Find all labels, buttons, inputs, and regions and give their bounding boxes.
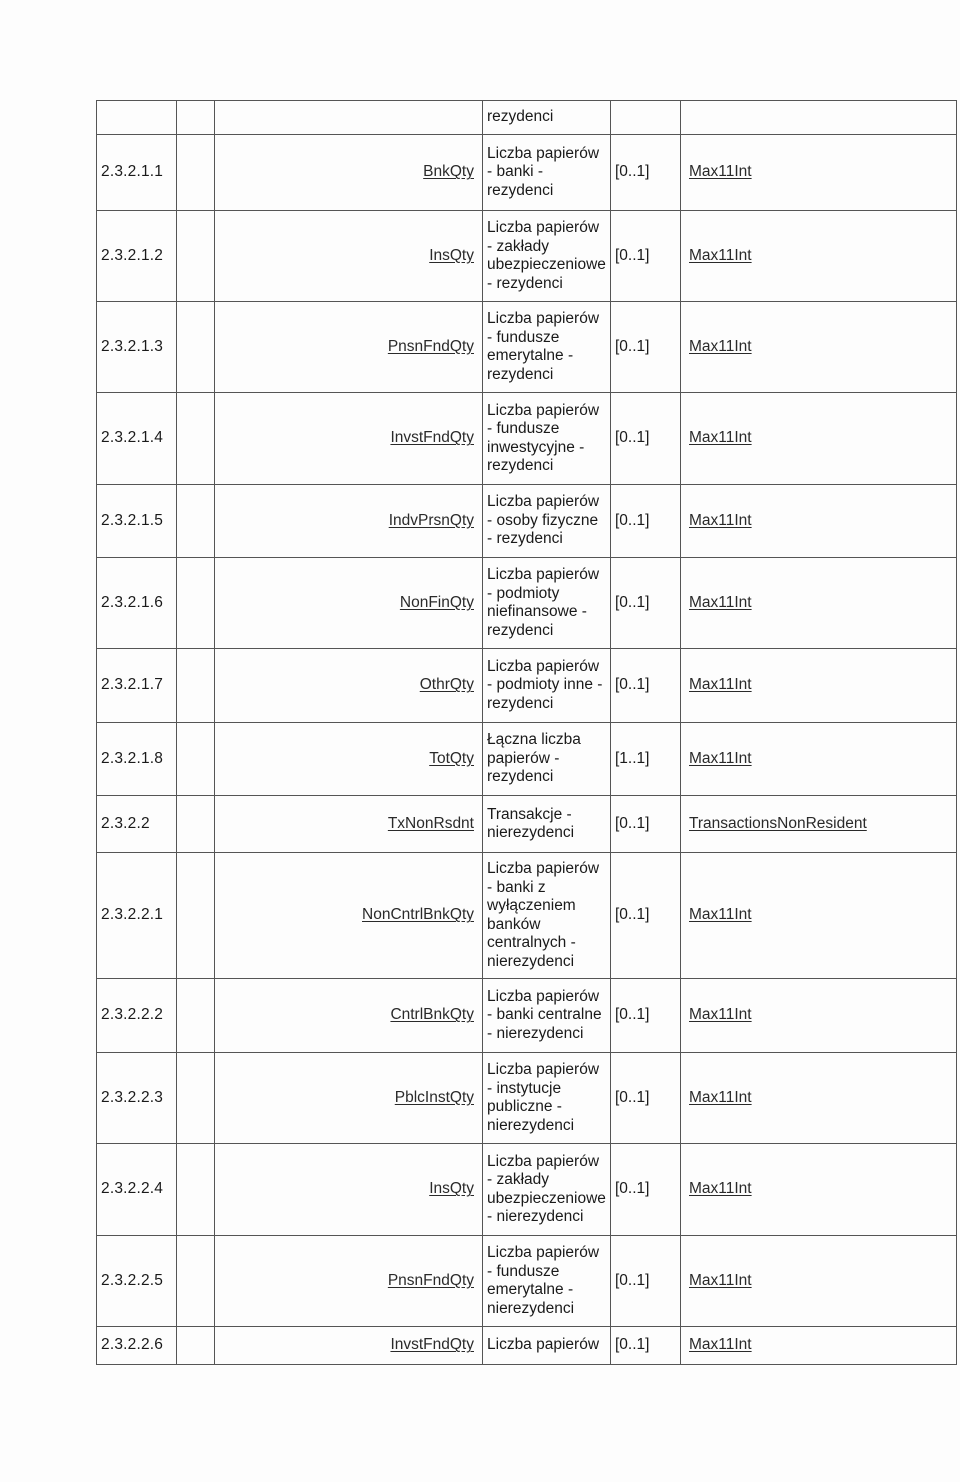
type-link[interactable]: TransactionsNonResident — [689, 814, 867, 832]
tag-link[interactable]: TxNonRsdnt — [387, 814, 474, 832]
tag-link[interactable]: PnsnFndQty — [387, 337, 474, 355]
type-link[interactable]: Max11Int — [689, 593, 752, 611]
row-type — [681, 1053, 957, 1144]
tag-link[interactable]: InsQty — [429, 1180, 474, 1198]
row-description: Liczba papierów - zakłady ubezpieczeniowe - rezydenci — [483, 211, 611, 302]
row-level-cell — [177, 1327, 215, 1365]
row-description: Liczba papierów — [483, 1327, 611, 1365]
row-level-cell — [177, 723, 215, 796]
row-tag — [215, 723, 483, 796]
type-link[interactable]: Max11Int — [689, 429, 752, 447]
row-type — [681, 796, 957, 853]
row-description: Liczba papierów - fundusze emerytalne - rezydenci — [483, 302, 611, 393]
row-level-cell — [177, 1144, 215, 1236]
type-link[interactable]: Max11Int — [689, 246, 752, 264]
row-index: 2.3.2.2.3 — [97, 1053, 177, 1144]
table-row — [97, 1236, 957, 1327]
row-multiplicity: [0..1] — [611, 979, 681, 1053]
row-tag — [215, 979, 483, 1053]
row-type — [681, 211, 957, 302]
row-multiplicity: [0..1] — [611, 135, 681, 211]
row-index: 2.3.2.1.7 — [97, 649, 177, 723]
row-description: rezydenci — [483, 101, 611, 135]
row-description: Liczba papierów - instytucje publiczne - nierezydenci — [483, 1053, 611, 1144]
row-level-cell — [177, 211, 215, 302]
tag-link[interactable]: OthrQty — [419, 676, 474, 694]
row-type — [681, 649, 957, 723]
row-index: 2.3.2.1.5 — [97, 485, 177, 558]
row-index: 2.3.2.1.1 — [97, 135, 177, 211]
row-index: 2.3.2.1.6 — [97, 558, 177, 649]
row-tag — [215, 558, 483, 649]
row-type — [681, 979, 957, 1053]
row-type — [681, 1327, 957, 1365]
tag-link[interactable]: CntrlBnkQty — [390, 1006, 474, 1024]
row-index: 2.3.2.1.8 — [97, 723, 177, 796]
row-tag — [215, 1236, 483, 1327]
tag-link[interactable]: PnsnFndQty — [387, 1271, 474, 1289]
tag-link[interactable]: InsQty — [429, 246, 474, 264]
tag-link[interactable]: InvstFndQty — [390, 1336, 474, 1354]
row-multiplicity: [0..1] — [611, 302, 681, 393]
row-index: 2.3.2.2.1 — [97, 853, 177, 979]
table-row — [97, 723, 957, 796]
row-multiplicity: [0..1] — [611, 1327, 681, 1365]
row-description: Liczba papierów - banki z wyłączeniem banków centralnych - nierezydenci — [483, 853, 611, 979]
row-tag — [215, 1327, 483, 1365]
row-level-cell — [177, 393, 215, 485]
row-description: Liczba papierów - podmioty niefinansowe - rezydenci — [483, 558, 611, 649]
row-index: 2.3.2.2 — [97, 796, 177, 853]
row-level-cell — [177, 101, 215, 135]
table-row — [97, 135, 957, 211]
row-index: 2.3.2.2.4 — [97, 1144, 177, 1236]
row-level-cell — [177, 135, 215, 211]
type-link[interactable]: Max11Int — [689, 1088, 752, 1106]
table-row — [97, 1327, 957, 1365]
table-row — [97, 853, 957, 979]
row-multiplicity: [0..1] — [611, 558, 681, 649]
table-row — [97, 302, 957, 393]
row-multiplicity — [611, 101, 681, 135]
message-spec-table — [96, 100, 957, 1365]
row-type — [681, 558, 957, 649]
row-multiplicity: [1..1] — [611, 723, 681, 796]
table-row — [97, 558, 957, 649]
table-row — [97, 101, 957, 135]
row-type — [681, 101, 957, 135]
table-row — [97, 1144, 957, 1236]
row-multiplicity: [0..1] — [611, 1236, 681, 1327]
row-tag — [215, 1144, 483, 1236]
row-multiplicity: [0..1] — [611, 1144, 681, 1236]
table-row — [97, 1053, 957, 1144]
type-link[interactable]: Max11Int — [689, 1336, 752, 1354]
row-index: 2.3.2.1.2 — [97, 211, 177, 302]
row-level-cell — [177, 796, 215, 853]
type-link[interactable]: Max11Int — [689, 1006, 752, 1024]
row-level-cell — [177, 485, 215, 558]
row-tag — [215, 853, 483, 979]
row-level-cell — [177, 302, 215, 393]
row-multiplicity: [0..1] — [611, 649, 681, 723]
row-type — [681, 485, 957, 558]
row-description: Łączna liczba papierów - rezydenci — [483, 723, 611, 796]
row-level-cell — [177, 649, 215, 723]
tag-link[interactable]: IndvPrsnQty — [388, 511, 474, 529]
row-multiplicity: [0..1] — [611, 853, 681, 979]
row-tag — [215, 211, 483, 302]
table-row — [97, 796, 957, 853]
tag-link[interactable]: NonCntrlBnkQty — [362, 906, 474, 924]
row-tag — [215, 101, 483, 135]
row-type — [681, 135, 957, 211]
spec-table-body — [97, 101, 957, 1365]
type-link[interactable]: Max11Int — [689, 511, 752, 529]
row-index — [97, 101, 177, 135]
type-link[interactable]: Max11Int — [689, 749, 752, 767]
row-multiplicity: [0..1] — [611, 1053, 681, 1144]
tag-link[interactable]: TotQty — [429, 749, 474, 767]
row-description: Liczba papierów - zakłady ubezpieczeniowe - nierezydenci — [483, 1144, 611, 1236]
tag-link[interactable]: NonFinQty — [399, 593, 474, 611]
table-row — [97, 485, 957, 558]
row-multiplicity: [0..1] — [611, 485, 681, 558]
row-tag — [215, 135, 483, 211]
row-level-cell — [177, 979, 215, 1053]
row-index: 2.3.2.2.5 — [97, 1236, 177, 1327]
row-level-cell — [177, 1053, 215, 1144]
row-type — [681, 393, 957, 485]
row-description: Liczba papierów - banki - rezydenci — [483, 135, 611, 211]
table-row — [97, 211, 957, 302]
table-row — [97, 979, 957, 1053]
row-tag — [215, 302, 483, 393]
tag-link[interactable]: PblcInstQty — [394, 1088, 474, 1106]
tag-link[interactable]: BnkQty — [423, 163, 474, 181]
type-link[interactable]: Max11Int — [689, 163, 752, 181]
row-description: Liczba papierów - podmioty inne - rezydenci — [483, 649, 611, 723]
row-tag — [215, 393, 483, 485]
row-type — [681, 1236, 957, 1327]
row-multiplicity: [0..1] — [611, 211, 681, 302]
row-type — [681, 302, 957, 393]
row-multiplicity: [0..1] — [611, 796, 681, 853]
row-index: 2.3.2.2.6 — [97, 1327, 177, 1365]
table-row — [97, 649, 957, 723]
type-link[interactable]: Max11Int — [689, 337, 752, 355]
type-link[interactable]: Max11Int — [689, 1271, 752, 1289]
row-tag — [215, 796, 483, 853]
row-index: 2.3.2.1.3 — [97, 302, 177, 393]
type-link[interactable]: Max11Int — [689, 676, 752, 694]
row-level-cell — [177, 1236, 215, 1327]
row-tag — [215, 485, 483, 558]
row-description: Liczba papierów - osoby fizyczne - rezydenci — [483, 485, 611, 558]
row-level-cell — [177, 558, 215, 649]
row-type — [681, 723, 957, 796]
row-type — [681, 1144, 957, 1236]
type-link[interactable]: Max11Int — [689, 906, 752, 924]
type-link[interactable]: Max11Int — [689, 1180, 752, 1198]
row-level-cell — [177, 853, 215, 979]
row-index: 2.3.2.2.2 — [97, 979, 177, 1053]
table-row — [97, 393, 957, 485]
row-multiplicity: [0..1] — [611, 393, 681, 485]
row-description: Liczba papierów - banki centralne - nierezydenci — [483, 979, 611, 1053]
row-description: Transakcje - nierezydenci — [483, 796, 611, 853]
row-tag — [215, 649, 483, 723]
row-description: Liczba papierów - fundusze inwestycyjne - rezydenci — [483, 393, 611, 485]
row-tag — [215, 1053, 483, 1144]
row-index: 2.3.2.1.4 — [97, 393, 177, 485]
tag-link[interactable]: InvstFndQty — [390, 429, 474, 447]
row-type — [681, 853, 957, 979]
row-description: Liczba papierów - fundusze emerytalne - nierezydenci — [483, 1236, 611, 1327]
